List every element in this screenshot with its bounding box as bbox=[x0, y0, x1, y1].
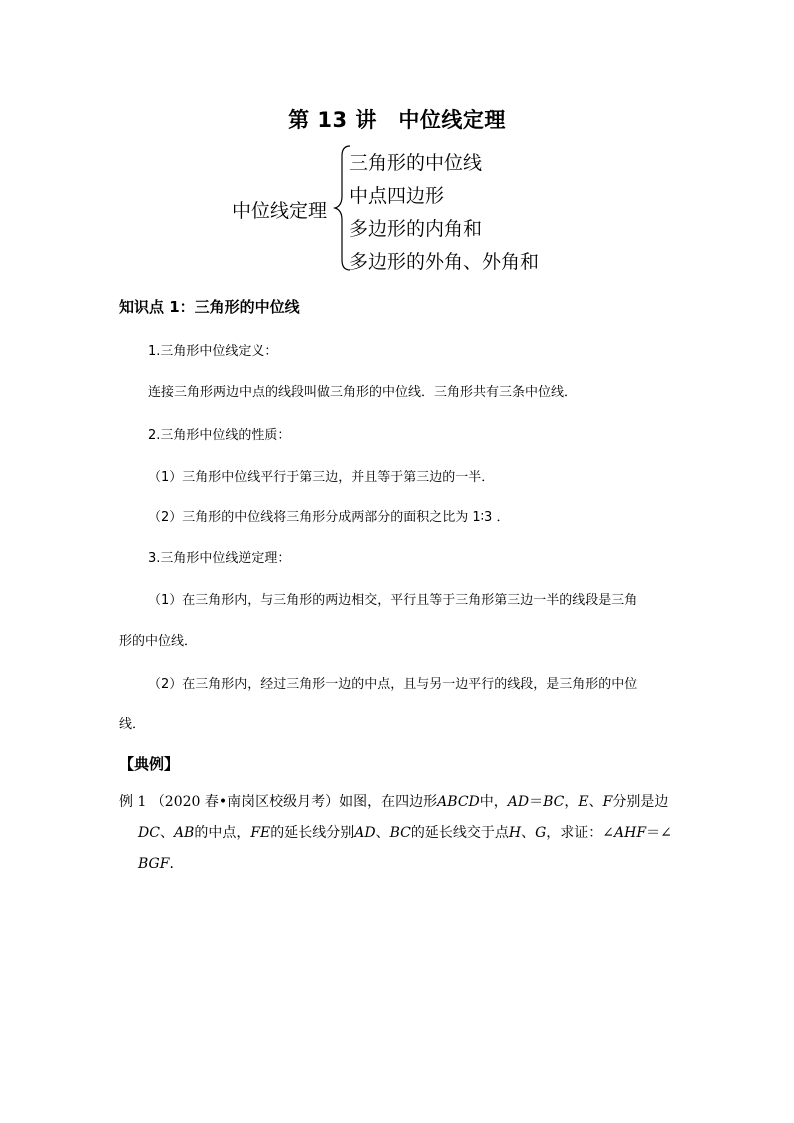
converse-item: （2）在三角形内，经过三角形一边的中点，且与另一边平行的线段，是三角形的中位 bbox=[148, 677, 638, 692]
example-text: 的中点， bbox=[194, 825, 251, 841]
math-var: BGF bbox=[138, 856, 170, 872]
section-heading: 知识点 1：三角形的中位线 bbox=[119, 298, 300, 316]
math-var: G bbox=[535, 825, 547, 841]
example-1-line-1 bbox=[119, 791, 668, 811]
example-text: ， bbox=[564, 794, 579, 810]
math-var: E bbox=[578, 794, 589, 810]
outline-item: 多边形的外角、外角和 bbox=[349, 251, 540, 273]
property-item: （2）三角形的中位线将三角形分成两部分的面积之比为 1∶3 ． bbox=[148, 510, 510, 525]
outline-item: 多边形的内角和 bbox=[349, 218, 483, 240]
converse-item-continuation: 形的中位线． bbox=[119, 634, 198, 649]
example-source: （2020 春•南岗区校级月考） bbox=[150, 794, 340, 810]
math-var: F bbox=[602, 794, 613, 810]
converse-item: （1）在三角形内，与三角形的两边相交，平行且等于三角形第三边一半的线段是三角 bbox=[148, 593, 638, 608]
example-text: 、 bbox=[521, 825, 536, 841]
outline-root-topic: 中位线定理 bbox=[232, 200, 328, 222]
example-text: 分别是边 bbox=[612, 794, 669, 810]
example-1-line-3 bbox=[138, 853, 183, 873]
math-var: FE bbox=[250, 825, 271, 841]
outline-item: 中点四边形 bbox=[349, 185, 445, 207]
example-text: 中， bbox=[479, 794, 508, 810]
example-text: 的延长线交于点 bbox=[410, 825, 509, 841]
properties-heading: 2.三角形中位线的性质： bbox=[148, 428, 291, 443]
example-text: ． bbox=[169, 856, 184, 872]
outline-item: 三角形的中位线 bbox=[349, 152, 483, 174]
math-var: AD bbox=[507, 794, 530, 810]
example-label: 例 1 bbox=[119, 794, 147, 810]
definition-heading: 1.三角形中位线定义： bbox=[148, 344, 278, 359]
math-var: H bbox=[508, 825, 522, 841]
math-var: BC bbox=[543, 794, 565, 810]
example-text: ，求证：∠ bbox=[546, 825, 615, 841]
example-text: 如图，在四边形 bbox=[339, 794, 438, 810]
example-text: 、 bbox=[588, 794, 603, 810]
property-item: （1）三角形中位线平行于第三边，并且等于第三边的一半． bbox=[148, 470, 495, 485]
example-1-line-2 bbox=[138, 822, 672, 842]
example-text: 的延长线分别 bbox=[270, 825, 355, 841]
math-var: BC bbox=[389, 825, 411, 841]
example-text: 、 bbox=[159, 825, 174, 841]
converse-item-continuation: 线． bbox=[119, 717, 146, 732]
example-text: 、 bbox=[375, 825, 390, 841]
example-text: ＝ bbox=[529, 794, 544, 810]
math-var: AB bbox=[173, 825, 195, 841]
math-var: DC bbox=[138, 825, 160, 841]
math-var: AHF bbox=[614, 825, 647, 841]
math-var: ABCD bbox=[437, 794, 480, 810]
converse-heading: 3.三角形中位线逆定理： bbox=[148, 551, 291, 566]
definition-text: 连接三角形两边中点的线段叫做三角形的中位线．三角形共有三条中位线． bbox=[148, 385, 578, 400]
lesson-title: 第 13 讲 中位线定理 bbox=[288, 108, 506, 132]
examples-heading: 【典例】 bbox=[119, 755, 180, 773]
example-text: ＝∠ bbox=[646, 825, 672, 841]
math-var: AD bbox=[354, 825, 376, 841]
